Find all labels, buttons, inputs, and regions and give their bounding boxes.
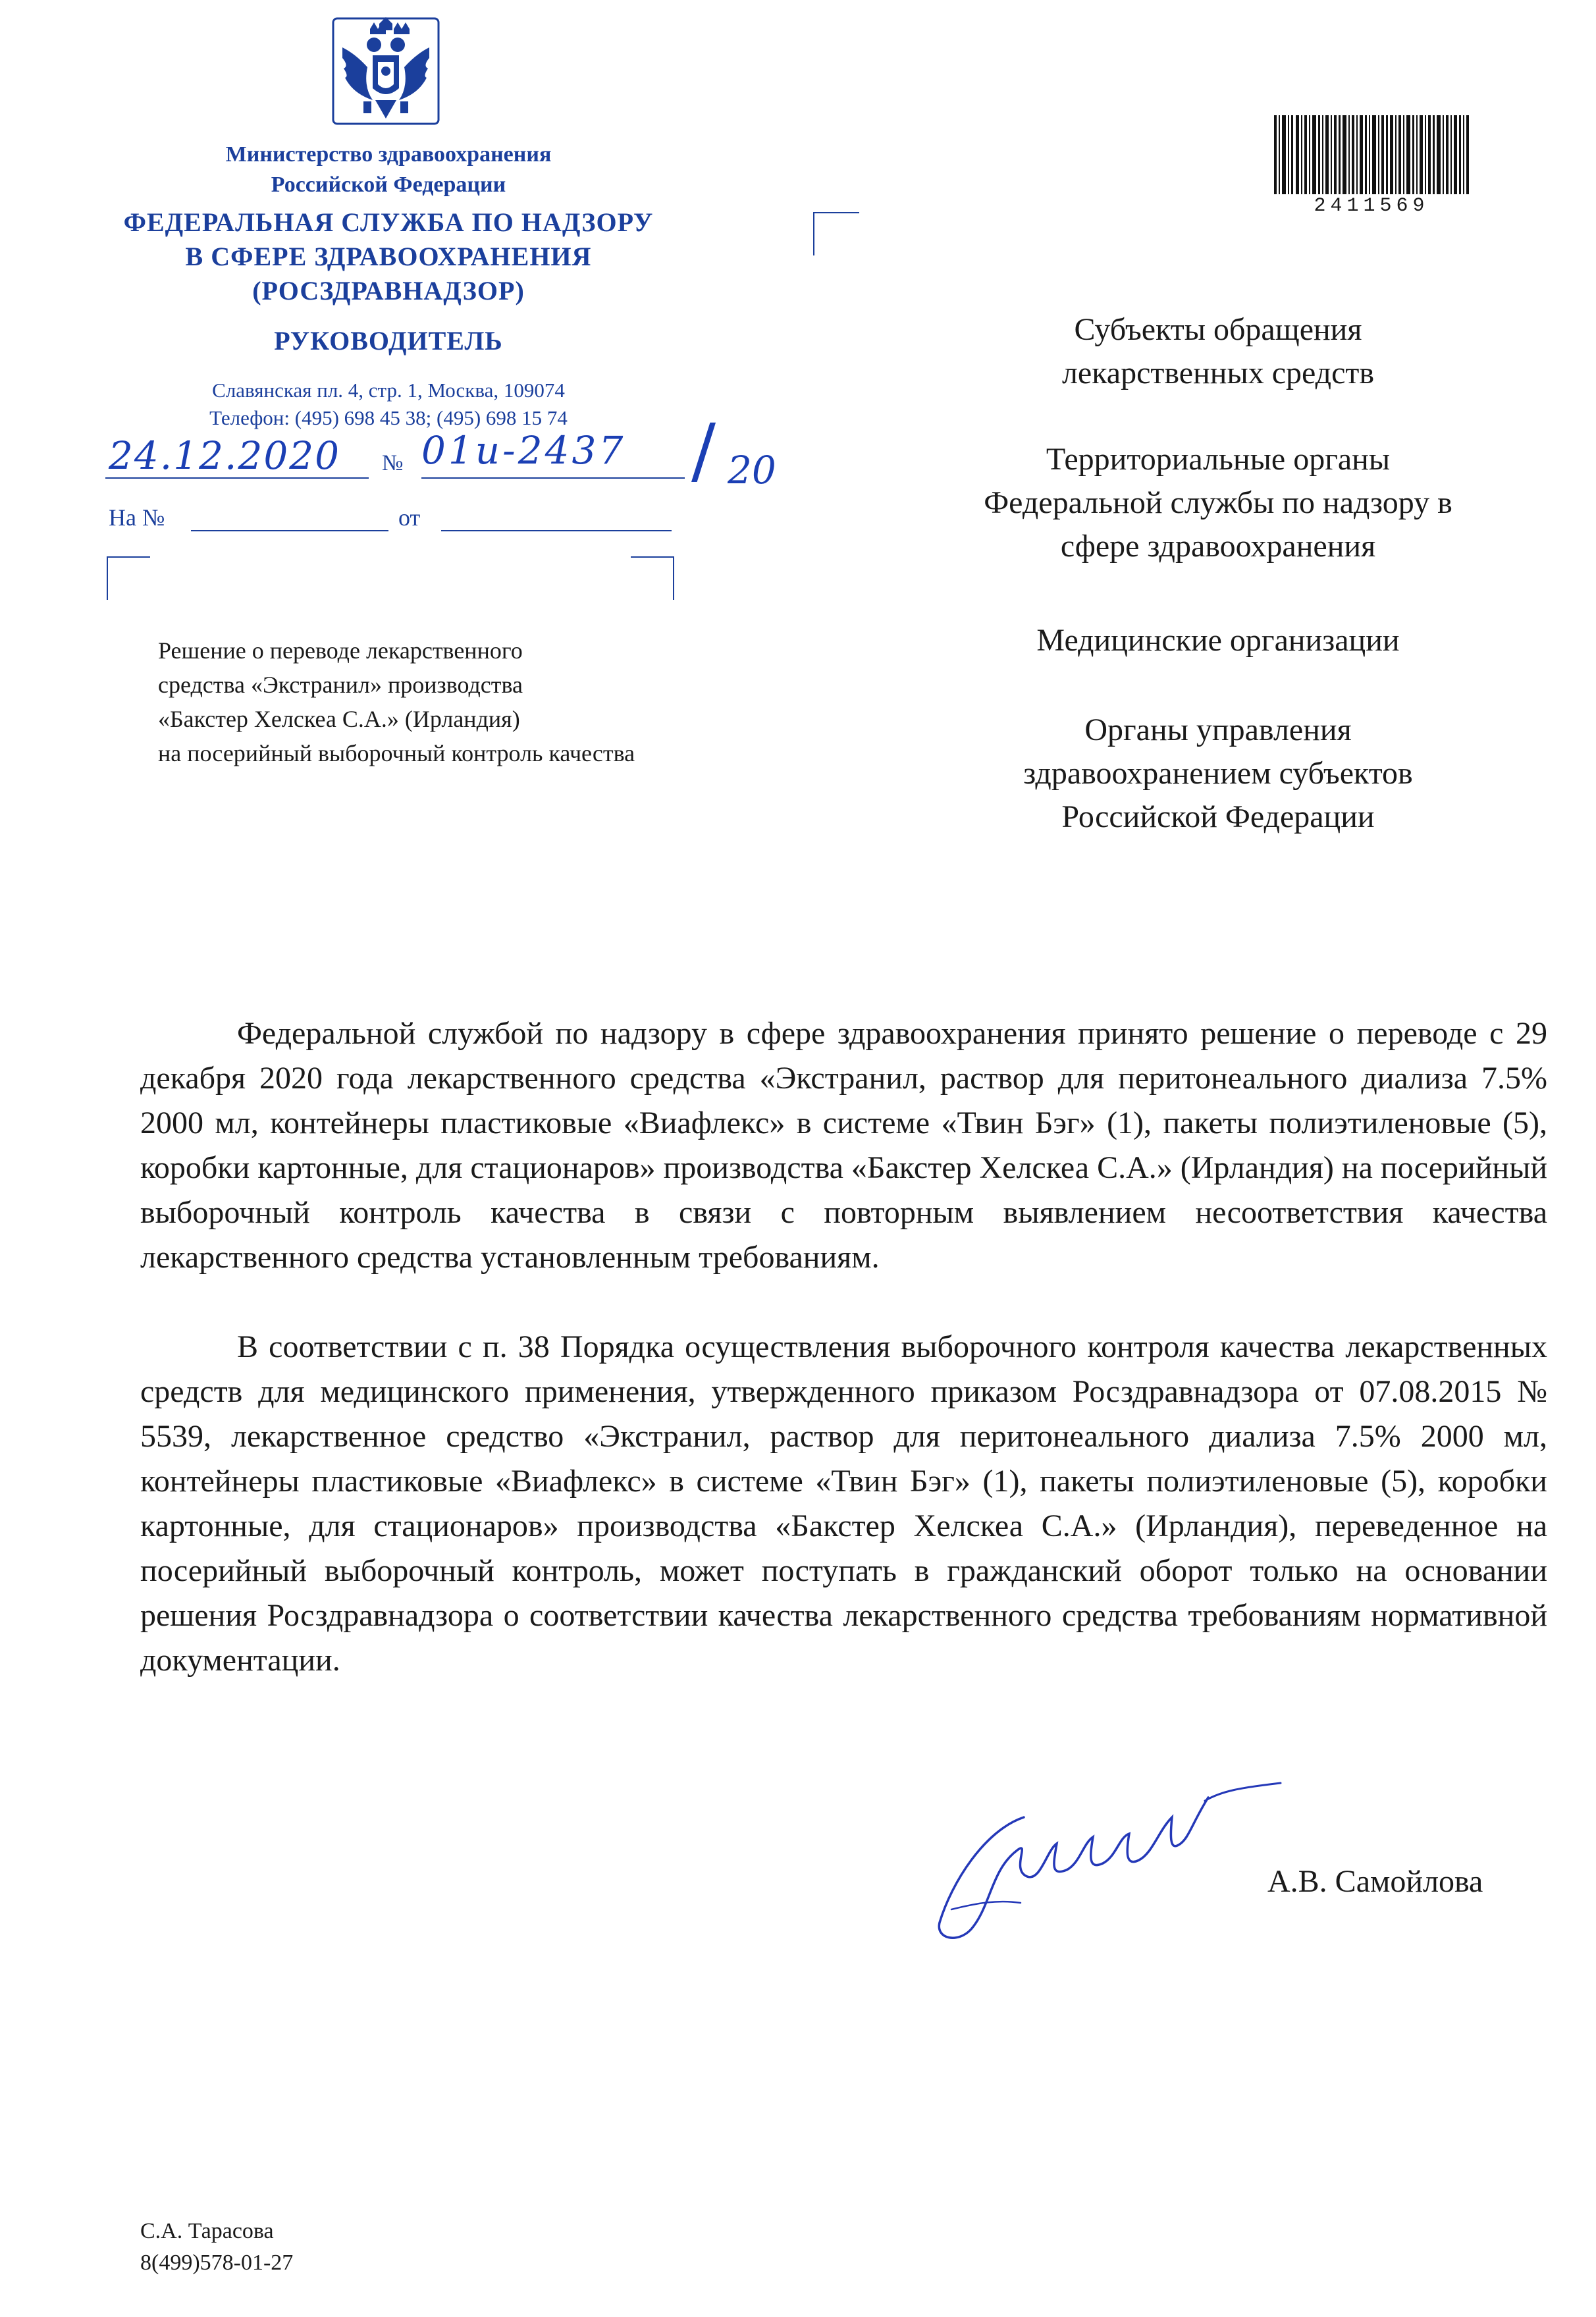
addressee-1-line-1: Субъекты обращения (1074, 312, 1362, 347)
executor-phone: 8(499)578-01-27 (140, 2250, 294, 2275)
ministry-line-2: Российской Федерации (271, 173, 506, 197)
reply-number-line (191, 530, 388, 531)
subject-corner-left (107, 556, 150, 600)
service-line-1: ФЕДЕРАЛЬНАЯ СЛУЖБА ПО НАДЗОРУ (123, 207, 654, 237)
addressee-2-line-2: Федеральной службы по надзору в (984, 485, 1452, 520)
addressee-territorial-bodies (889, 438, 1547, 568)
ministry-line-1: Министерство здравоохранения (225, 142, 552, 167)
executor-name: С.А. Тарасова (140, 2219, 274, 2243)
barcode (1273, 115, 1470, 194)
barcode-number: 2411569 (1314, 195, 1429, 217)
addressee-4-line-3: Российской Федерации (1061, 799, 1375, 834)
reply-from-label: от (398, 504, 421, 531)
subject-line-1: Решение о переводе лекарственного (158, 637, 523, 664)
state-emblem (329, 14, 442, 128)
addressee-3-line-1: Медицинские организации (1036, 623, 1400, 658)
executor-info (140, 2216, 293, 2279)
letterhead-phone: Телефон: (495) 698 45 38; (495) 698 15 74 (209, 406, 568, 429)
body-paragraph-1: Федеральной службой по надзору в сфере здравоохранения принято решение о переводе с 29 декабря 2020 года лекарственного средства «Экстранил, раствор для перитонеального диализа 7.5% 2000 мл, контейнеры пластиковые «Виафлекс» в системе «Твин Бэг» (1), пакеты полиэтиленовые (5), коробки картонные, для стационаров» производства «Бакстер Хелскеа С.А.» (Ирландия) на посерийный выборочный контроль качества в связи с повторным выявлением несоответствия качества лекарственного средства установленным требованиям. (140, 1016, 1547, 1275)
address-corner-bracket (813, 212, 859, 255)
ministry-name (79, 140, 698, 200)
reply-date-line (441, 530, 672, 531)
subject-line-4: на посерийный выборочный контроль качества (158, 740, 635, 766)
handwritten-slash: / (691, 408, 716, 493)
service-line-3: (РОСЗДРАВНАДЗОР) (252, 276, 525, 306)
head-title: РУКОВОДИТЕЛЬ (274, 326, 503, 356)
handwritten-year: 20 (728, 448, 776, 493)
handwritten-signature (912, 1771, 1294, 1949)
subject-line-2: средства «Экстранил» производства (158, 672, 523, 698)
addressee-1-line-2: лекарственных средств (1061, 356, 1375, 390)
service-line-2: В СФЕРЕ ЗДРАВООХРАНЕНИЯ (185, 242, 592, 271)
addressee-medical-organizations (889, 619, 1547, 662)
signer-name: А.В. Самойлова (1267, 1864, 1483, 1899)
service-name (79, 205, 698, 308)
body-paragraph-2: В соответствии с п. 38 Порядка осуществления выборочного контроля качества лекарственных средств для медицинского применения, утвержденного приказом Росздравнадзора от 07.08.2015 № 5539, лекарственное средство «Экстранил, раствор для перитонеального диализа 7.5% 2000 мл, контейнеры пластиковые «Виафлекс» в системе «Твин Бэг» (1), пакеты полиэтиленовые (5), коробки картонные, для стационаров» производства «Бакстер Хелскеа С.А.» (Ирландия), переведенное на посерийный выборочный контроль, может поступать в гражданский оборот только на основании решения Росздравнадзора о соответствии качества лекарственного средства требованиям нормативной документации. (140, 1329, 1547, 1678)
number-label: № (382, 451, 404, 475)
addressee-2-line-3: сфере здравоохранения (1060, 529, 1376, 564)
number-underline (421, 477, 685, 479)
handwritten-date: 24.12.2020 (109, 433, 341, 478)
addressee-2-line-1: Территориальные органы (1046, 442, 1391, 477)
subject-corner-right (631, 556, 674, 600)
addressee-4-line-2: здравоохранением субъектов (1023, 756, 1413, 791)
letterhead-address: Славянская пл. 4, стр. 1, Москва, 109074 (212, 379, 565, 402)
addressee-regional-health-authorities (889, 708, 1547, 839)
letter-subject (158, 633, 635, 770)
handwritten-number: 01и-2437 (421, 428, 626, 473)
subject-line-3: «Бакстер Хелскеа С.А.» (Ирландия) (158, 706, 520, 732)
addressee-drug-circulation-subjects (889, 308, 1547, 395)
reply-to-label: На № (109, 504, 165, 531)
addressee-4-line-1: Органы управления (1084, 712, 1352, 747)
